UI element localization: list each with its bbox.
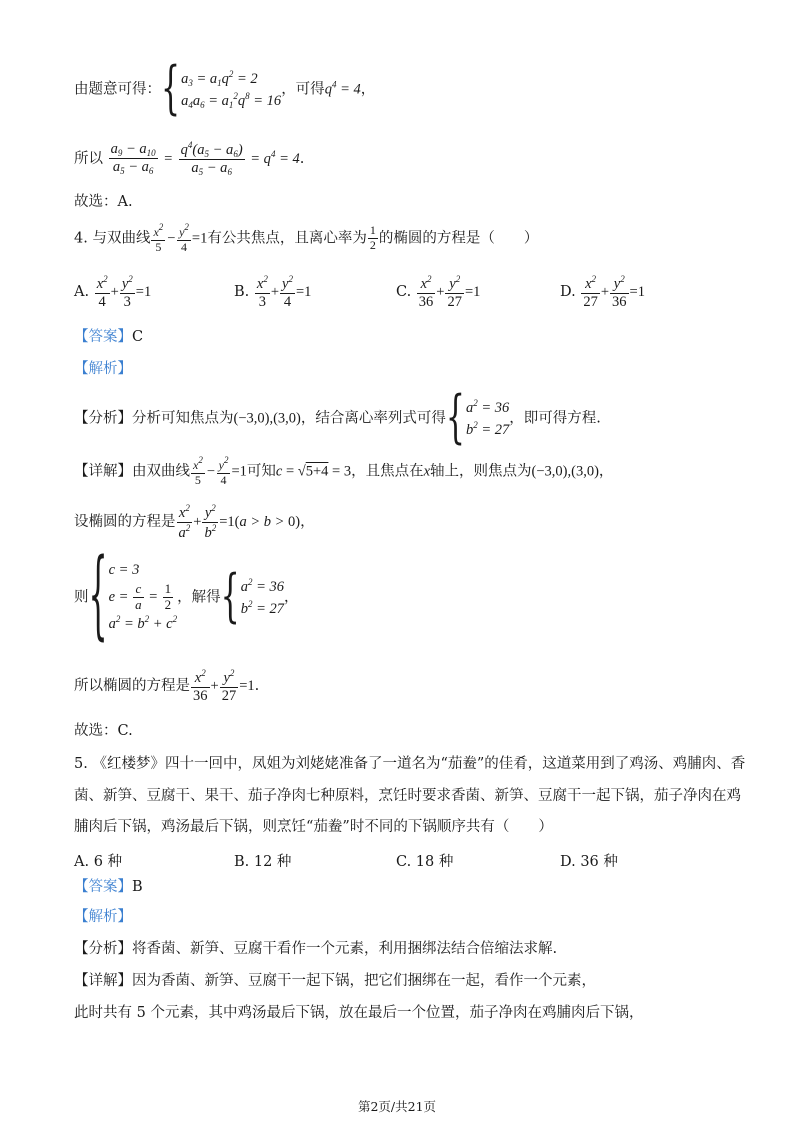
- q5-analysis-heading: 【解析】: [74, 909, 132, 925]
- q4-xiangjie: 【详解】由双曲线 $\frac{x^2}{5}$ − $\frac{y^2}{4}$ =1可知c = √5+4 = 3，且焦点在x轴上，则焦点为(−3,0),(3,0)，: [74, 455, 614, 487]
- q5-option-a: A. 6 种: [74, 854, 123, 870]
- q4-option-a: A. $\frac{x^2}{4}$ + $\frac{y^2}{3}$ =1: [74, 274, 152, 310]
- q4-system: 则{c = 3 e = $\frac{c}{a}$ = $\frac{1}{2}$ $a^2 = b^2 + c^2$，解得{$a^2 = 36$ $b^2 = 27$，: [74, 540, 299, 653]
- q5-option-d: D. 36 种: [560, 854, 618, 870]
- q4-analysis-heading: 【解析】: [74, 361, 132, 377]
- q4-answer: 【答案】C: [74, 329, 144, 345]
- q3-derivation-line: 由题意可得：{$a_3 = a_1q^2 = 2$ $a_4a_6 = a_1^2q^8 = 16$，可得$q^4 = 4$，: [74, 55, 376, 122]
- q4-option-d: D. $\frac{x^2}{27}$ + $\frac{y^2}{36}$ =1: [560, 274, 645, 310]
- q3-ratio-line: 所以 $\frac{a_9 - a_{10}}{a_5 - a_6}$ = $\frac{q^4(a_5 - a_6)}{a_5 - a_6}$ = $q^4 = 4$.: [74, 140, 305, 178]
- q5-option-b: B. 12 种: [234, 854, 292, 870]
- q4-fenxi: 【分析】分析可知焦点为(−3,0),(3,0)，结合离心率列式可得{$a^2 = 36$ $b^2 = 27$，即可得方程.: [74, 384, 601, 451]
- q5-option-c: C. 18 种: [396, 854, 454, 870]
- q3-conclusion: 故选：A.: [74, 194, 133, 210]
- q4-option-c: C. $\frac{x^2}{36}$ + $\frac{y^2}{27}$ =1: [396, 274, 481, 310]
- q5-xiangjie-line-1: 【详解】因为香菌、新笋、豆腐干一起下锅，把它们捆绑在一起，看作一个元素，: [74, 973, 596, 989]
- q4-ellipse-setup: 设椭圆的方程是 $\frac{x^2}{a^2}$ + $\frac{y^2}{b^2}$ =1(a > b > 0)，: [74, 503, 315, 541]
- q4-option-b: B. $\frac{x^2}{3}$ + $\frac{y^2}{4}$ =1: [234, 274, 312, 310]
- q5-xiangjie-line-2: 此时共有 5 个元素，其中鸡汤最后下锅，放在最后一个位置，茄子净肉在鸡脯肉后下锅，: [74, 1005, 644, 1021]
- q5-stem-line-2: 菌、新笋、豆腐干、果干、茄子净肉七种原料，烹饪时要求香菌、新笋、豆腐干一起下锅，茄子净肉在鸡: [74, 788, 741, 804]
- q3-system: $a_3 = a_1q^2 = 2$ $a_4a_6 = a_1^2q^8 = 16$: [181, 69, 282, 110]
- q5-stem-line-3: 脯肉后下锅，鸡汤最后下锅，则烹饪“茄鲞”时不同的下锅顺序共有（ ）: [74, 819, 553, 835]
- q5-fenxi: 【分析】将香菌、新笋、豆腐干看作一个元素，利用捆绑法结合倍缩法求解.: [74, 941, 558, 957]
- q5-answer: 【答案】B: [74, 879, 143, 895]
- page-footer: 第2页/共21页: [357, 1099, 437, 1114]
- q5-stem-line-1: 5. 《红楼梦》四十一回中，凤姐为刘姥姥准备了一道名为“茄鲞”的佳肴，这道菜用到了鸡汤、鸡脯肉、香: [74, 756, 746, 772]
- q4-result: 所以椭圆的方程是 $\frac{x^2}{36}$ + $\frac{y^2}{27}$ =1.: [74, 668, 260, 704]
- q4-conclusion: 故选：C.: [74, 723, 133, 739]
- q4-stem: 4. 与双曲线 $\frac{x^2}{5}$ − $\frac{y^2}{4}$ =1有公共焦点，且离心率为 $\frac{1}{2}$ 的椭圆的方程是（ ）: [74, 222, 539, 254]
